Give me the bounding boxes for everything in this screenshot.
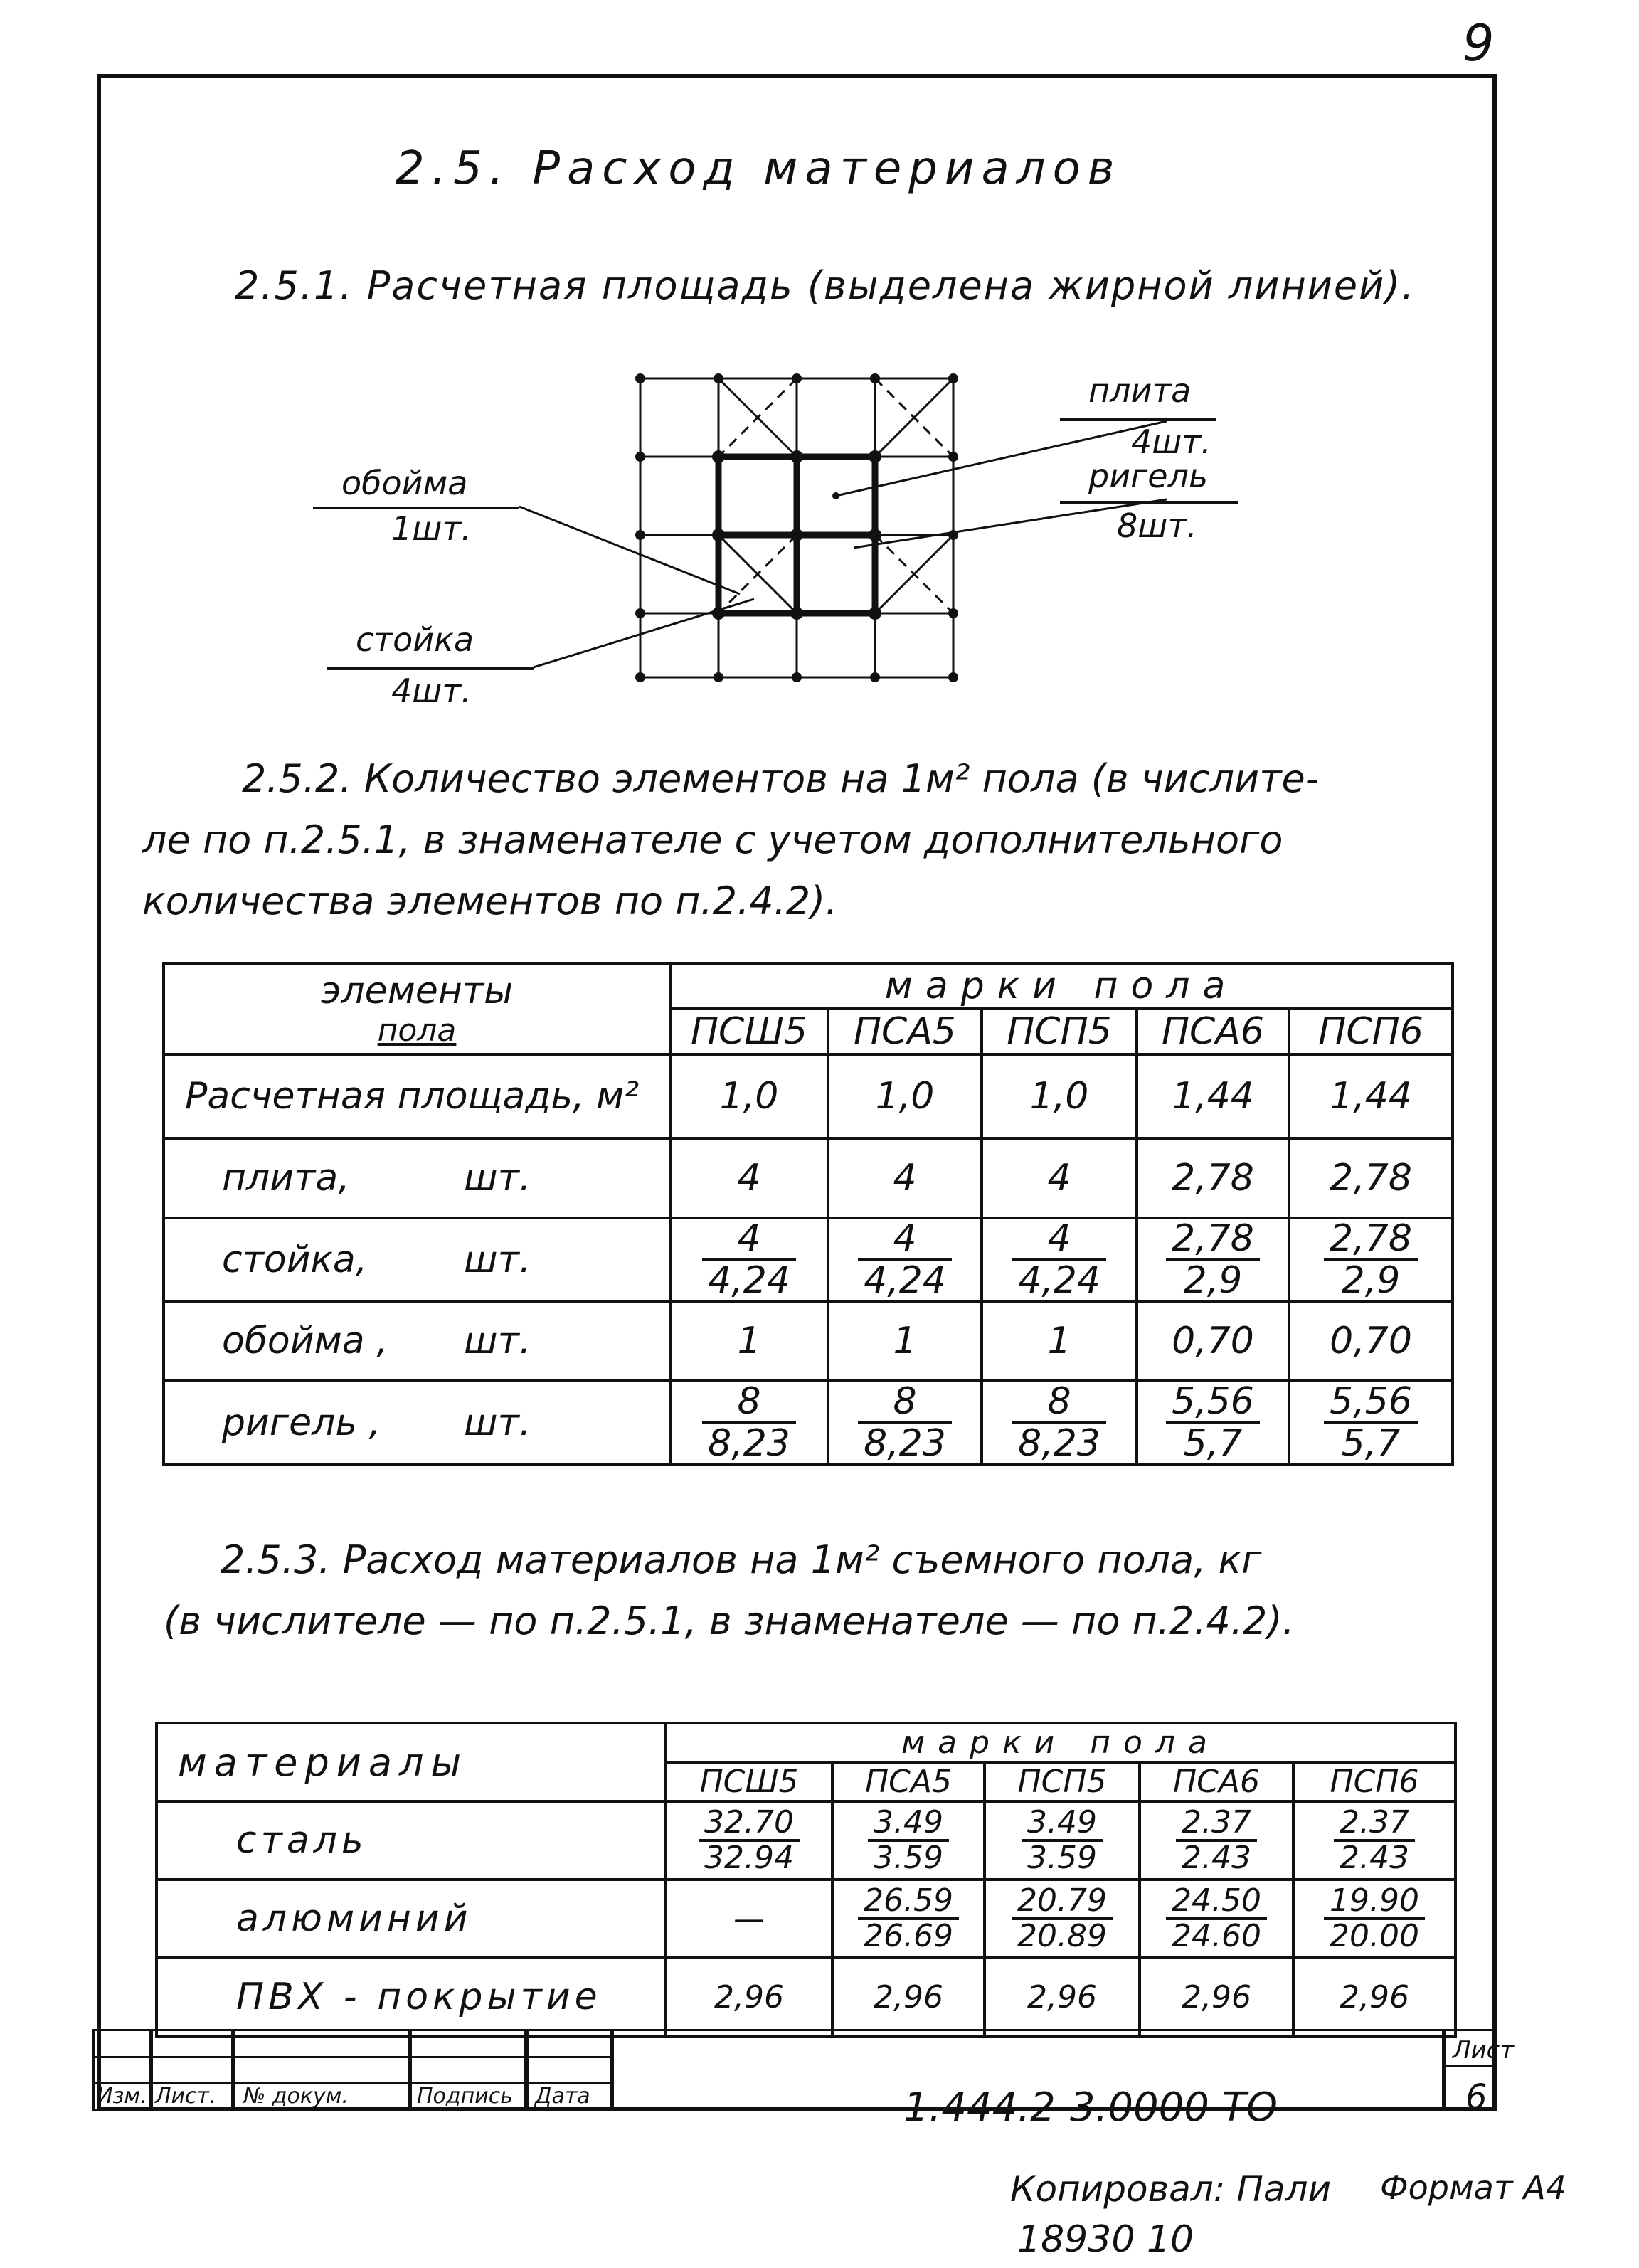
numerator: 4: [702, 1219, 796, 1261]
table-row: [157, 1801, 1455, 1880]
value-cell: 1,44: [1137, 1054, 1289, 1138]
page-number: 9: [1463, 14, 1495, 73]
row-name: плита,: [222, 1157, 350, 1199]
table-row: [164, 1138, 1453, 1218]
fraction: [1324, 1382, 1418, 1463]
column-header: ПСА6: [1137, 1009, 1289, 1054]
numerator: 8: [702, 1382, 796, 1424]
value-cell: [666, 1801, 832, 1880]
fraction: [868, 1803, 949, 1876]
value-cell: 0,70: [1289, 1301, 1453, 1381]
group-header: марки пола: [666, 1723, 1455, 1762]
value-cell: [1137, 1381, 1289, 1464]
column-header: ПСА5: [832, 1762, 985, 1801]
fraction: [1166, 1882, 1267, 1954]
label-rigel-rule: [1060, 501, 1238, 504]
denominator: 3.59: [874, 1840, 943, 1876]
numerator: 20.79: [1012, 1885, 1113, 1920]
denominator: 3.59: [1027, 1840, 1097, 1876]
value-cell: 2,96: [832, 1958, 985, 2036]
column-header: ПСА6: [1140, 1762, 1293, 1801]
row-label: [164, 1138, 670, 1218]
elements-header-sub: пола: [377, 1012, 457, 1049]
fraction: [1176, 1803, 1257, 1876]
title-col-label: Изм.: [97, 2084, 147, 2109]
value-cell: 4: [828, 1138, 982, 1218]
elements-header-label: элементы: [320, 969, 514, 1012]
title-block: [92, 2029, 1497, 2111]
row-label: [164, 1381, 670, 1464]
denominator: 8,23: [864, 1421, 946, 1465]
denominator: 20.89: [1017, 1918, 1107, 1954]
row-label: сталь: [157, 1801, 666, 1880]
value-cell: [1289, 1218, 1453, 1301]
denominator: 8,23: [1018, 1421, 1100, 1465]
fraction: [1012, 1882, 1113, 1954]
column-header: ПСП5: [985, 1762, 1140, 1801]
value-cell: 1,44: [1289, 1054, 1453, 1138]
title-col-label: № докум.: [243, 2084, 349, 2109]
column-header: ПСА5: [828, 1009, 982, 1054]
fraction: [1166, 1382, 1260, 1463]
numerator: 2.37: [1176, 1806, 1257, 1842]
column-header: ПСП6: [1289, 1009, 1453, 1054]
label-oboima: обойма: [341, 464, 468, 502]
label-plita: плита: [1088, 371, 1192, 410]
value-cell: 1: [828, 1301, 982, 1381]
numerator: 4: [1012, 1219, 1106, 1261]
row-unit: шт.: [464, 1401, 531, 1444]
title-col-label: Подпись: [417, 2084, 513, 2109]
fraction: [1324, 1219, 1418, 1300]
row-label: [164, 1301, 670, 1381]
denominator: 4,24: [1018, 1258, 1100, 1302]
paragraph-line: количества элементов по п.2.4.2).: [142, 879, 838, 923]
numerator: 24.50: [1166, 1885, 1267, 1920]
value-cell: 1,0: [828, 1054, 982, 1138]
sheet-label: Лист: [1453, 2036, 1515, 2065]
value-cell: [828, 1381, 982, 1464]
paragraph-line: (в числителе — по п.2.5.1, в знаменателе — по п.2.4.2).: [164, 1599, 1295, 1643]
value-cell: 1: [670, 1301, 828, 1381]
denominator: 24.60: [1172, 1918, 1261, 1954]
row-name: обойма ,: [222, 1320, 388, 1363]
fraction: [1334, 1803, 1415, 1876]
label-stoika-rule: [327, 667, 534, 670]
denominator: 2.43: [1182, 1840, 1251, 1876]
fraction: [702, 1382, 796, 1463]
value-cell: 4: [670, 1138, 828, 1218]
row-unit: шт.: [464, 1320, 531, 1363]
value-cell: [1140, 1801, 1293, 1880]
table-row: [164, 1381, 1453, 1464]
row-label: [164, 1218, 670, 1301]
denominator: 4,24: [708, 1258, 790, 1302]
label-rigel: ригель: [1088, 457, 1209, 495]
label-plita-qty: 4шт.: [1131, 423, 1211, 461]
label-stoika: стойка: [356, 620, 474, 659]
value-cell: [1293, 1880, 1455, 1958]
paragraph-line: 2.5.3. Расход материалов на 1м² съемного пола, кг: [221, 1537, 1262, 1582]
denominator: 5,7: [1341, 1421, 1401, 1465]
label-plita-rule: [1060, 418, 1216, 421]
value-cell: 2,78: [1289, 1138, 1453, 1218]
fraction: [1012, 1382, 1106, 1463]
value-cell: [1289, 1381, 1453, 1464]
paragraph-line: ле по п.2.5.1, в знаменателе с учетом дополнительного: [142, 817, 1283, 862]
fraction: [858, 1219, 952, 1300]
value-cell: [670, 1381, 828, 1464]
fraction: [699, 1803, 800, 1876]
value-cell: —: [666, 1880, 832, 1958]
archive-number: 18930 10: [1017, 2218, 1194, 2261]
column-header: ПСШ5: [666, 1762, 832, 1801]
row-label: алюминий: [157, 1880, 666, 1958]
numerator: 8: [1012, 1382, 1106, 1424]
value-cell: 2,78: [1137, 1138, 1289, 1218]
numerator: 2,78: [1324, 1219, 1418, 1261]
denominator: 5,7: [1183, 1421, 1243, 1465]
row-name: ригель ,: [222, 1401, 381, 1444]
paper-format: Формат А4: [1380, 2168, 1566, 2207]
numerator: 2.37: [1334, 1806, 1415, 1842]
copied-by: Копировал: Пали: [1010, 2168, 1332, 2210]
section-title: 2.5. Расход материалов: [396, 142, 1122, 195]
label-oboima-qty: 1шт.: [391, 509, 472, 548]
value-cell: 1,0: [982, 1054, 1137, 1138]
fraction: [858, 1382, 952, 1463]
value-cell: 2,96: [985, 1958, 1140, 2036]
value-cell: [832, 1801, 985, 1880]
numerator: 26.59: [858, 1885, 959, 1920]
numerator: 3.49: [1022, 1806, 1103, 1842]
elements-table: [162, 962, 1454, 1466]
value-cell: [985, 1880, 1140, 1958]
value-cell: [1293, 1801, 1455, 1880]
denominator: 8,23: [708, 1421, 790, 1465]
fraction: [858, 1882, 959, 1954]
materials-header: материалы: [157, 1723, 666, 1801]
sheet-number: 6: [1465, 2077, 1487, 2117]
column-header: ПСП6: [1293, 1762, 1455, 1801]
numerator: 8: [858, 1382, 952, 1424]
title-col-label: Лист.: [155, 2084, 216, 2109]
denominator: 2,9: [1341, 1258, 1401, 1302]
value-cell: 4: [982, 1138, 1137, 1218]
document-number: 1.444.2-3.0000 ТО: [903, 2084, 1278, 2131]
group-header: марки пола: [670, 963, 1453, 1009]
materials-table: [155, 1722, 1457, 2038]
fraction: [702, 1219, 796, 1300]
row-label: ПВХ - покрытие: [157, 1958, 666, 2036]
denominator: 4,24: [864, 1258, 946, 1302]
numerator: 5,56: [1166, 1382, 1260, 1424]
numerator: 4: [858, 1219, 952, 1261]
value-cell: 0,70: [1137, 1301, 1289, 1381]
elements-header: [164, 963, 670, 1054]
title-col-label: Дата: [535, 2084, 590, 2109]
row-unit: шт.: [464, 1157, 531, 1199]
value-cell: [832, 1880, 985, 1958]
value-cell: 1: [982, 1301, 1137, 1381]
value-cell: [985, 1801, 1140, 1880]
column-header: ПСШ5: [670, 1009, 828, 1054]
row-name: стойка,: [222, 1238, 368, 1281]
value-cell: [828, 1218, 982, 1301]
paragraph-line: 2.5.2. Количество элементов на 1м² пола (в числите-: [242, 756, 1320, 801]
numerator: 3.49: [868, 1806, 949, 1842]
value-cell: [670, 1218, 828, 1301]
value-cell: 1,0: [670, 1054, 828, 1138]
paragraph-2-5-2: [142, 748, 1320, 932]
table-row: [157, 1958, 1455, 2036]
denominator: 32.94: [704, 1840, 794, 1876]
value-cell: 2,96: [666, 1958, 832, 2036]
paragraph-2-5-3: [164, 1530, 1295, 1652]
table-row: [164, 1218, 1453, 1301]
denominator: 20.00: [1330, 1918, 1419, 1954]
row-unit: шт.: [464, 1238, 531, 1281]
column-header: ПСП5: [982, 1009, 1137, 1054]
fraction: [1166, 1219, 1260, 1300]
row-name: Расчетная площадь, м²: [185, 1075, 640, 1118]
fraction: [1324, 1882, 1425, 1954]
denominator: 2.43: [1340, 1840, 1409, 1876]
fraction: [1022, 1803, 1103, 1876]
fraction: [1012, 1219, 1106, 1300]
value-cell: [982, 1381, 1137, 1464]
value-cell: [982, 1218, 1137, 1301]
numerator: 32.70: [699, 1806, 800, 1842]
label-rigel-qty: 8шт.: [1117, 507, 1197, 545]
numerator: 2,78: [1166, 1219, 1260, 1261]
table-row: [164, 1054, 1453, 1138]
row-label: [164, 1054, 670, 1138]
value-cell: [1137, 1218, 1289, 1301]
value-cell: 2,96: [1140, 1958, 1293, 2036]
denominator: 2,9: [1183, 1258, 1243, 1302]
label-stoika-qty: 4шт.: [391, 672, 472, 710]
title-block-grid: [92, 2056, 612, 2084]
numerator: 5,56: [1324, 1382, 1418, 1424]
table-row: [157, 1880, 1455, 1958]
denominator: 26.69: [864, 1918, 953, 1954]
value-cell: 2,96: [1293, 1958, 1455, 2036]
value-cell: [1140, 1880, 1293, 1958]
table-row: [164, 1301, 1453, 1381]
subsection-2-5-1: 2.5.1. Расчетная площадь (выделена жирной линией).: [235, 263, 1416, 308]
numerator: 19.90: [1324, 1885, 1425, 1920]
